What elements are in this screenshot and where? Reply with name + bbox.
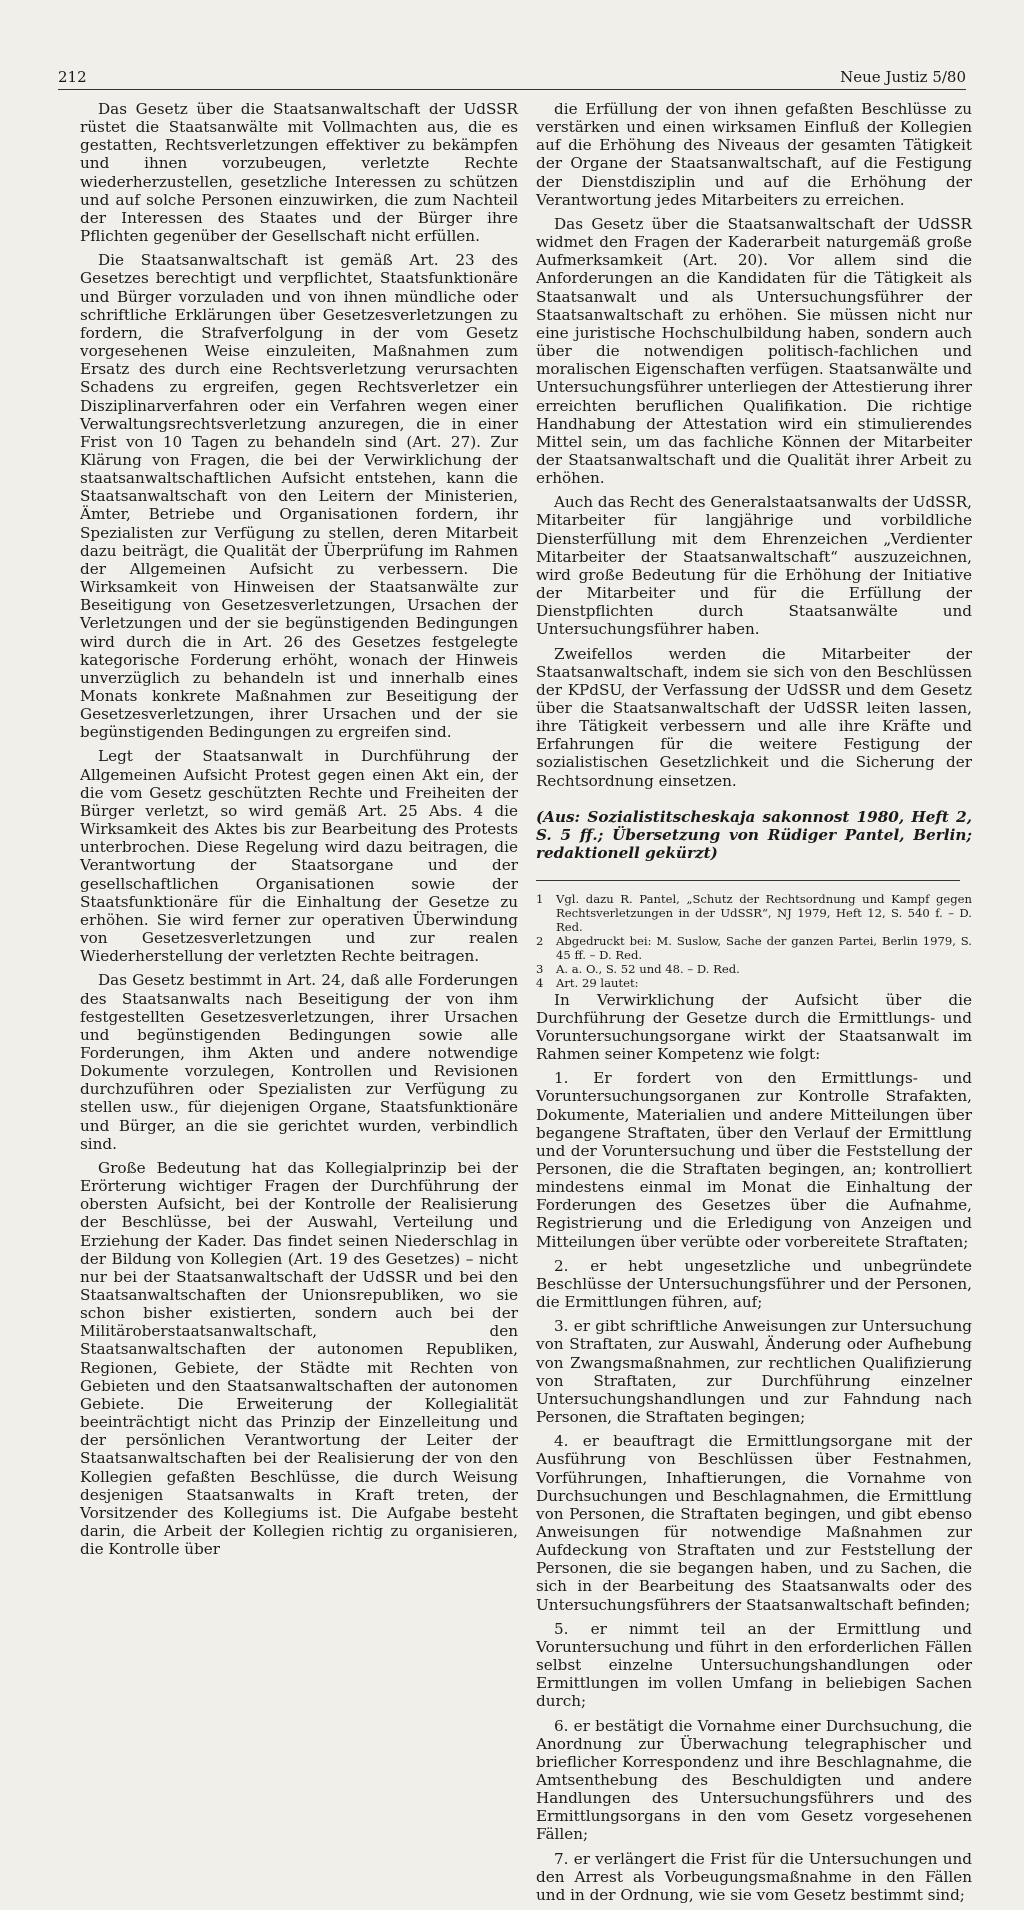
page-header xyxy=(58,64,966,90)
footnote-number: 2 xyxy=(536,933,544,948)
art29-point: 6. er bestätigt die Vornahme einer Durchsuchung, die Anordnung zur Überwachung telegraphischer und brieflicher Korrespondenz und ihre Beschlagnahme, die Amtsenthebung des Beschuldigten und andere Handlungen des Untersuchungsführers und des Ermittlungsorgans in den vom Gesetz vorgesehenen Fällen; xyxy=(536,1716,972,1844)
footnote-text: Abgedruckt bei: M. Suslow, Sache der ganzen Partei, Berlin 1979, S. 45 ff. – D. Red. xyxy=(556,933,972,962)
footnote-number: 1 xyxy=(536,892,544,907)
paragraph: Das Gesetz über die Staatsanwaltschaft der UdSSR widmet den Fragen der Kaderarbeit naturgemäß große Aufmerksamkeit (Art. 20). Vor allem sind die Anforderungen an die Kandidaten für die Tätigkeit als Staatsanwalt und als Untersuchungsführer der Staatsanwaltschaft zu erhöhen. Sie müssen nicht nur eine juristische Hochschulbildung haben, sondern auch über die notwendigen politisch-fachlichen und moralischen Eigenschaften verfügen. Staatsanwälte und Untersuchungsführer unterliegen der Attestierung ihrer erreichten beruflichen Qualifikation. Die richtige Handhabung der Attestation wird ein stimulierendes Mittel sein, um das fachliche Können der Mitarbeiter der Staatsanwaltschaft und die Qualität ihrer Arbeit zu erhöhen. xyxy=(536,214,972,488)
page-number: 212 xyxy=(58,68,87,86)
left-column xyxy=(80,100,518,1564)
paragraph: Das Gesetz über die Staatsanwaltschaft der UdSSR rüstet die Staatsanwälte mit Vollmachten aus, die es gestatten, Rechtsverletzungen effektiver zu bekämpfen und ihnen vorzubeugen, verletzte Rechte wiederherzustellen, gesetzliche Interessen zu schützen und auf solche Personen einzuwirken, die zum Nachteil der Interessen des Staates und der Bürger ihre Pflichten gegenüber der Gesellschaft nicht erfüllen. xyxy=(80,100,518,246)
art29-intro: In Verwirklichung der Aufsicht über die Durchführung der Gesetze durch die Ermittlungs- und Voruntersuchungsorgane wirkt der Staatsanwalt im Rahmen seiner Kompetenz wie folgt: xyxy=(536,990,972,1064)
footnote xyxy=(536,893,972,935)
paragraph: Das Gesetz bestimmt in Art. 24, daß alle Forderungen des Staatsanwalts nach Beseitigung der von ihm festgestellten Gesetzesverletzungen, ihrer Ursachen und begünstigenden Bedingungen sowie alle Forderungen, ihm Akten und andere notwendige Dokumente vorzulegen, Kontrollen und Revisionen durchzuführen oder Spezialisten zur Verfügung zu stellen usw., für diejenigen Organe, Staatsfunktionäre und Bürger, an die sie gerichtet wurden, verbindlich sind. xyxy=(80,971,518,1153)
paragraph: Legt der Staatsanwalt in Durchführung der Allgemeinen Aufsicht Protest gegen einen Akt ein, der die vom Gesetz geschützten Rechte und Freiheiten der Bürger verletzt, so wird gemäß Art. 25 Abs. 4 die Wirksamkeit des Aktes bis zur Bearbeitung des Protests unterbrochen. Diese Regelung wird dazu beitragen, die Verantwortung der Staatsorgane und der gesellschaftlichen Organisationen sowie der Staatsfunktionäre für die Einhaltung der Gesetze zu erhöhen. Sie wird ferner zur operativen Überwindung von Gesetzesverletzungen und zur realen Wiederherstellung der verletzten Rechte beitragen. xyxy=(80,747,518,966)
paragraph: die Erfüllung der von ihnen gefaßten Beschlüsse zu verstärken und einen wirksamen Einfluß der Kollegien auf die Erhöhung des Niveaus der gesamten Tätigkeit der Organe der Staatsanwaltschaft, auf die Festigung der Dienstdisziplin und auf die Erhöhung der Verantwortung jedes Mitarbeiters zu erreichen. xyxy=(536,100,972,209)
footnote-text: A. a. O., S. 52 und 48. – D. Red. xyxy=(556,961,740,976)
footnote xyxy=(536,963,972,977)
art29-point: 4. er beauftragt die Ermittlungsorgane mit der Ausführung von Beschlüssen über Festnahmen, Vorführungen, Inhaftierungen, die Vornahme von Durchsuchungen und Beschlagnahmen, die Ermittlung von Personen, die Straftaten begingen, und gibt ebenso Anweisungen für notwendige Maßnahmen zur Aufdeckung von Straftaten und zur Feststellung der Personen, die sie begangen haben, und zu Sachen, die sich in der Bearbeitung des Staatsanwalts oder des Untersuchungsführers der Staatsanwaltschaft befinden; xyxy=(536,1432,972,1614)
paragraph: Die Staatsanwaltschaft ist gemäß Art. 23 des Gesetzes berechtigt und verpflichtet, Staatsfunktionäre und Bürger vorzuladen und von ihnen mündliche oder schriftliche Erklärungen über Gesetzesverletzungen zu fordern, die Strafverfolgung in der vom Gesetz vorgesehenen Weise einzuleiten, Maßnahmen zum Ersatz des durch eine Rechtsverletzung verursachten Schadens zu ergreifen, gegen Rechtsverletzer ein Disziplinarverfahren oder ein Verfahren wegen einer Verwaltungsrechtsverletzung anzuregen, die in einer Frist von 10 Tagen zu behandeln sind (Art. 27). Zur Klärung von Fragen, die bei der Verwirklichung der staatsanwaltschaftlichen Aufsicht entstehen, kann die Staatsanwaltschaft von den Leitern der Ministerien, Ämter, Betriebe und Organisationen fordern, ihr Spezialisten zur Verfügung zu stellen, deren Mitarbeit dazu beiträgt, die Qualität der Überprüfung im Rahmen der Allgemeinen Aufsicht zu verbessern. Die Wirksamkeit von Hinweisen der Staatsanwälte zur Beseitigung von Gesetzesverletzungen, Ursachen der Verletzungen und der sie begünstigenden Bedingungen wird durch die in Art. 26 des Gesetzes festgelegte kategorische Forderung erhöht, wonach der Hinweis unverzüglich zu behandeln ist und innerhalb eines Monats konkrete Maßnahmen zur Beseitigung der Gesetzesverletzungen, ihrer Ursachen und der sie begünstigenden Bedingungen zu ergreifen sind. xyxy=(80,251,518,742)
footnote-text: Vgl. dazu R. Pantel, „Schutz der Rechtsordnung und Kampf gegen Rechtsverletzungen in der UdSSR“, NJ 1979, Heft 12, S. 540 f. – D. Red. xyxy=(556,892,972,935)
art29-point: 5. er nimmt teil an der Ermittlung und Voruntersuchung und führt in den erforderlichen Fällen selbst einzelne Untersuchungshandlungen oder Ermittlungen im vollen Umfang in beliebigen Sachen durch; xyxy=(536,1619,972,1711)
footnotes xyxy=(536,893,972,1904)
paragraph: Große Bedeutung hat das Kollegialprinzip bei der Erörterung wichtiger Fragen der Durchführung der obersten Aufsicht, bei der Kontrolle der Realisierung der Beschlüsse, bei der Auswahl, Verteilung und Erziehung der Kader. Das findet seinen Niederschlag in der Bildung von Kollegien (Art. 19 des Gesetzes) – nicht nur bei der Staatsanwaltschaft der UdSSR und bei den Staatsanwaltschaften der Unionsrepubliken, wo sie schon bisher existierten, sondern auch bei der Militäroberstaatsanwaltschaft, den Staatsanwaltschaften der autonomen Republiken, Regionen, Gebiete, der Städte mit Rechten von Gebieten und den Staatsanwaltschaften der autonomen Gebiete. Die Erweiterung der Kollegialität beeinträchtigt nicht das Prinzip der Einzelleitung und der persönlichen Verantwortung der Leiter der Staatsanwaltschaften bei der Realisierung der von den Kollegien gefaßten Beschlüsse, die durch Weisung desjenigen Staatsanwalts in Kraft treten, der Vorsitzender des Kollegiums ist. Die Aufgabe besteht darin, die Arbeit der Kollegien richtig zu organisieren, die Kontrolle über xyxy=(80,1158,518,1559)
art29-point: 3. er gibt schriftliche Anweisungen zur Untersuchung von Straftaten, zur Auswahl, Änderung oder Aufhebung von Zwangsmaßnahmen, zur rechtlichen Qualifizierung von Straftaten, zur Durchführung einzelner Untersuchungshandlungen und zur Fahndung nach Personen, die Straftaten begingen; xyxy=(536,1317,972,1427)
paragraph: Zweifellos werden die Mitarbeiter der Staatsanwaltschaft, indem sie sich von den Beschlüssen der KPdSU, der Verfassung der UdSSR und dem Gesetz über die Staatsanwaltschaft der UdSSR leiten lassen, ihre Tätigkeit verbessern und alle ihre Kräfte und Erfahrungen für die weitere Festigung der sozialistischen Gesetzlichkeit und die Sicherung der Rechtsordnung einsetzen. xyxy=(536,644,972,790)
right-column xyxy=(536,100,972,1910)
source-note: (Aus: Sozialistitscheskaja sakonnost 1980, Heft 2, S. 5 ff.; Übersetzung von Rüdiger Pantel, Berlin; redaktionell gekürzt) xyxy=(536,807,972,863)
footnote-number: 3 xyxy=(536,961,544,976)
footnote-divider xyxy=(536,880,960,881)
footnote-text: Art. 29 lautet: xyxy=(556,975,639,990)
paragraph: Auch das Recht des Generalstaatsanwalts der UdSSR, Mitarbeiter für langjährige und vorbildliche Diensterfüllung mit dem Ehrenzeichen „Verdienter Mitarbeiter der Staatsanwaltschaft“ auszuzeichnen, wird große Bedeutung für die Erhöhung der Initiative der Mitarbeiter und für die Erfüllung der Dienstpflichten durch Staatsanwälte und Untersuchungsführer haben. xyxy=(536,493,972,639)
art29-point: 2. er hebt ungesetzliche und unbegründete Beschlüsse der Untersuchungsführer und der Personen, die Ermittlungen führen, auf; xyxy=(536,1256,972,1312)
footnote xyxy=(536,977,972,991)
footnote-number: 4 xyxy=(536,975,544,990)
footnote xyxy=(536,935,972,963)
journal-issue: Neue Justiz 5/80 xyxy=(840,68,966,86)
art29-point: 7. er verlängert die Frist für die Untersuchungen und den Arrest als Vorbeugungsmaßnahme in den Fällen und in der Ordnung, wie sie vom Gesetz bestimmt sind; xyxy=(536,1849,972,1904)
art29-point: 1. Er fordert von den Ermittlungs- und Voruntersuchungsorganen zur Kontrolle Strafakten, Dokumente, Materialien und andere Mitteilungen über begangene Straftaten, über den Verlauf der Ermittlung und der Voruntersuchung und über die Feststellung der Personen, die die Straftaten begingen, an; kontrolliert mindestens einmal im Monat die Einhaltung der Forderungen des Gesetzes über die Aufnahme, Registrierung und die Erledigung von Anzeigen und Mitteilungen über verübte oder vorbereitete Straftaten; xyxy=(536,1069,972,1251)
